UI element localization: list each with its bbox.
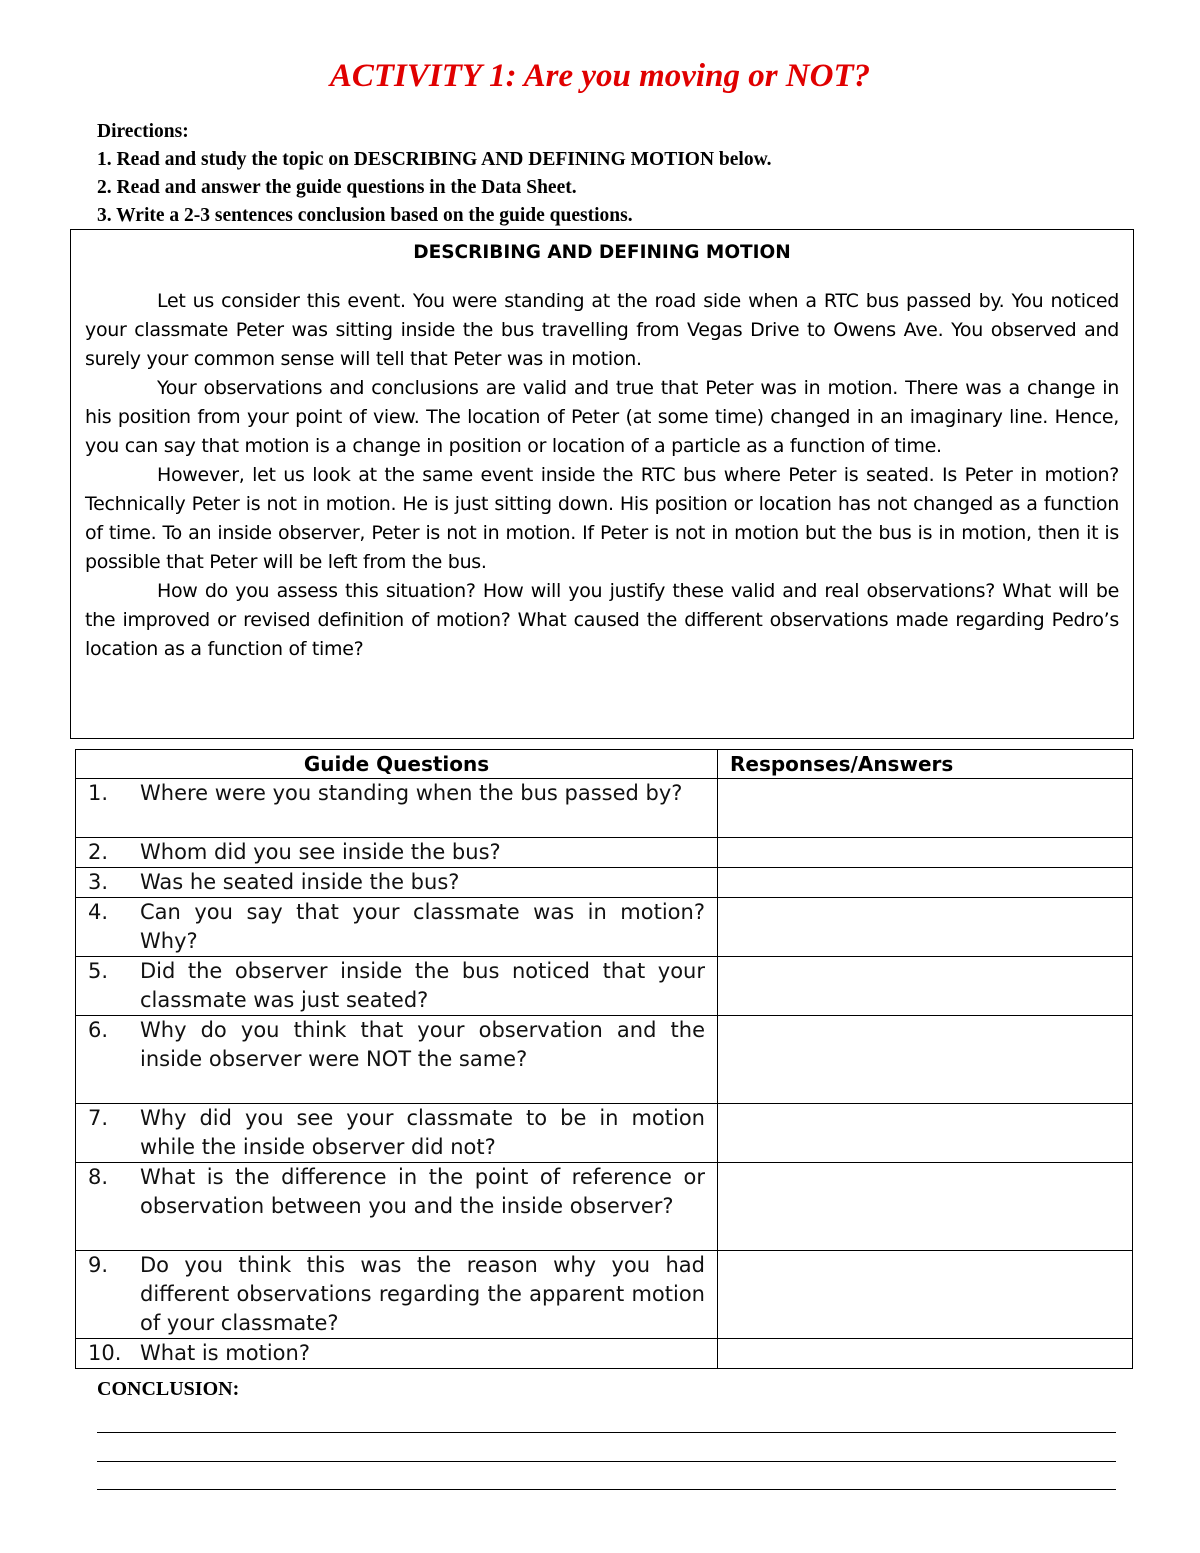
question-cell — [76, 898, 718, 957]
direction-item: 3. Write a 2-3 sentences conclusion based on the guide questions. — [97, 205, 633, 226]
table-row — [76, 1104, 1133, 1163]
activity-title: ACTIVITY 1: Are you moving or NOT? — [329, 58, 871, 94]
directions-heading: Directions: — [97, 121, 189, 142]
question-text: Whom did you see inside the bus? — [140, 840, 501, 864]
question-cell — [76, 1251, 718, 1339]
table-row — [76, 1339, 1133, 1369]
answer-cell[interactable] — [718, 868, 1133, 898]
answer-cell[interactable] — [718, 1339, 1133, 1369]
answer-cell[interactable] — [718, 1163, 1133, 1251]
guide-questions-table — [75, 749, 1133, 1369]
question-text: Where were you standing when the bus passed by? — [140, 781, 683, 805]
table-row — [76, 957, 1133, 1016]
header-responses: Responses/Answers — [718, 750, 1133, 779]
answer-cell[interactable] — [718, 1251, 1133, 1339]
header-guide-questions: Guide Questions — [76, 750, 718, 779]
table-row — [76, 779, 1133, 838]
question-cell — [76, 779, 718, 838]
answer-cell[interactable] — [718, 779, 1133, 838]
question-number: 4. — [88, 900, 109, 924]
question-text: Was he seated inside the bus? — [140, 870, 460, 894]
question-text: Do you think this was the reason why you had different observations regarding the apparent motion of your classmate? — [140, 1253, 705, 1335]
topic-paragraph: How do you assess this situation? How will you justify these valid and real observations? What will be the improved or revised definition of motion? What caused the different observations made regarding Pedro’s location as a function of time? — [85, 580, 1119, 660]
table-row — [76, 1163, 1133, 1251]
topic-heading: DESCRIBING AND DEFINING MOTION — [413, 242, 791, 263]
question-cell — [76, 1104, 718, 1163]
question-text: Why do you think that your observation and the inside observer were NOT the same? — [140, 1018, 705, 1071]
table-header-row — [76, 750, 1133, 779]
conclusion-answer-line[interactable] — [97, 1461, 1116, 1462]
question-text: What is motion? — [140, 1341, 310, 1365]
table-row — [76, 1016, 1133, 1104]
question-number: 8. — [88, 1165, 109, 1189]
question-number: 7. — [88, 1106, 109, 1130]
question-cell — [76, 957, 718, 1016]
question-number: 6. — [88, 1018, 109, 1042]
question-number: 1. — [88, 781, 109, 805]
question-cell — [76, 1163, 718, 1251]
topic-paragraph: However, let us look at the same event inside the RTC bus where Peter is seated. Is Peter in motion? Technically Peter is not in motion. He is just sitting down. His position or location has not changed as a function of time. To an inside observer, Peter is not in motion. If Peter is not in motion but the bus is in motion, then it is possible that Peter will be left from the bus. — [85, 464, 1119, 573]
conclusion-answer-line[interactable] — [97, 1489, 1116, 1490]
answer-cell[interactable] — [718, 1016, 1133, 1104]
question-number: 5. — [88, 959, 109, 983]
conclusion-answer-line[interactable] — [97, 1432, 1116, 1433]
question-text: Why did you see your classmate to be in motion while the inside observer did not? — [140, 1106, 705, 1159]
topic-paragraph: Let us consider this event. You were standing at the road side when a RTC bus passed by. You noticed your classmate Peter was sitting inside the bus travelling from Vegas Drive to Owens Ave. You observed and surely your common sense will tell that Peter was in motion. — [85, 290, 1119, 370]
conclusion-label: CONCLUSION: — [97, 1378, 240, 1400]
question-number: 2. — [88, 840, 109, 864]
question-number: 10. — [88, 1341, 122, 1365]
answer-cell[interactable] — [718, 898, 1133, 957]
direction-item: 1. Read and study the topic on DESCRIBING AND DEFINING MOTION below. — [97, 149, 772, 170]
table-row — [76, 1251, 1133, 1339]
question-cell — [76, 868, 718, 898]
answer-cell[interactable] — [718, 1104, 1133, 1163]
direction-item: 2. Read and answer the guide questions in the Data Sheet. — [97, 177, 577, 198]
topic-box — [70, 229, 1134, 739]
table-row — [76, 868, 1133, 898]
directions-block — [97, 118, 1107, 230]
question-text: Did the observer inside the bus noticed that your classmate was just seated? — [140, 959, 705, 1012]
table-row — [76, 838, 1133, 868]
question-number: 3. — [88, 870, 109, 894]
topic-paragraph: Your observations and conclusions are valid and true that Peter was in motion. There was a change in his position from your point of view. The location of Peter (at some time) changed in an imaginary line. Hence, you can say that motion is a change in position or location of a particle as a function of time. — [85, 377, 1119, 457]
answer-cell[interactable] — [718, 957, 1133, 1016]
answer-cell[interactable] — [718, 838, 1133, 868]
question-text: What is the difference in the point of reference or observation between you and the inside observer? — [140, 1165, 705, 1218]
question-cell — [76, 838, 718, 868]
table-row — [76, 898, 1133, 957]
question-cell — [76, 1339, 718, 1369]
question-cell — [76, 1016, 718, 1104]
question-number: 9. — [88, 1253, 109, 1277]
question-text: Can you say that your classmate was in motion? Why? — [140, 900, 705, 953]
